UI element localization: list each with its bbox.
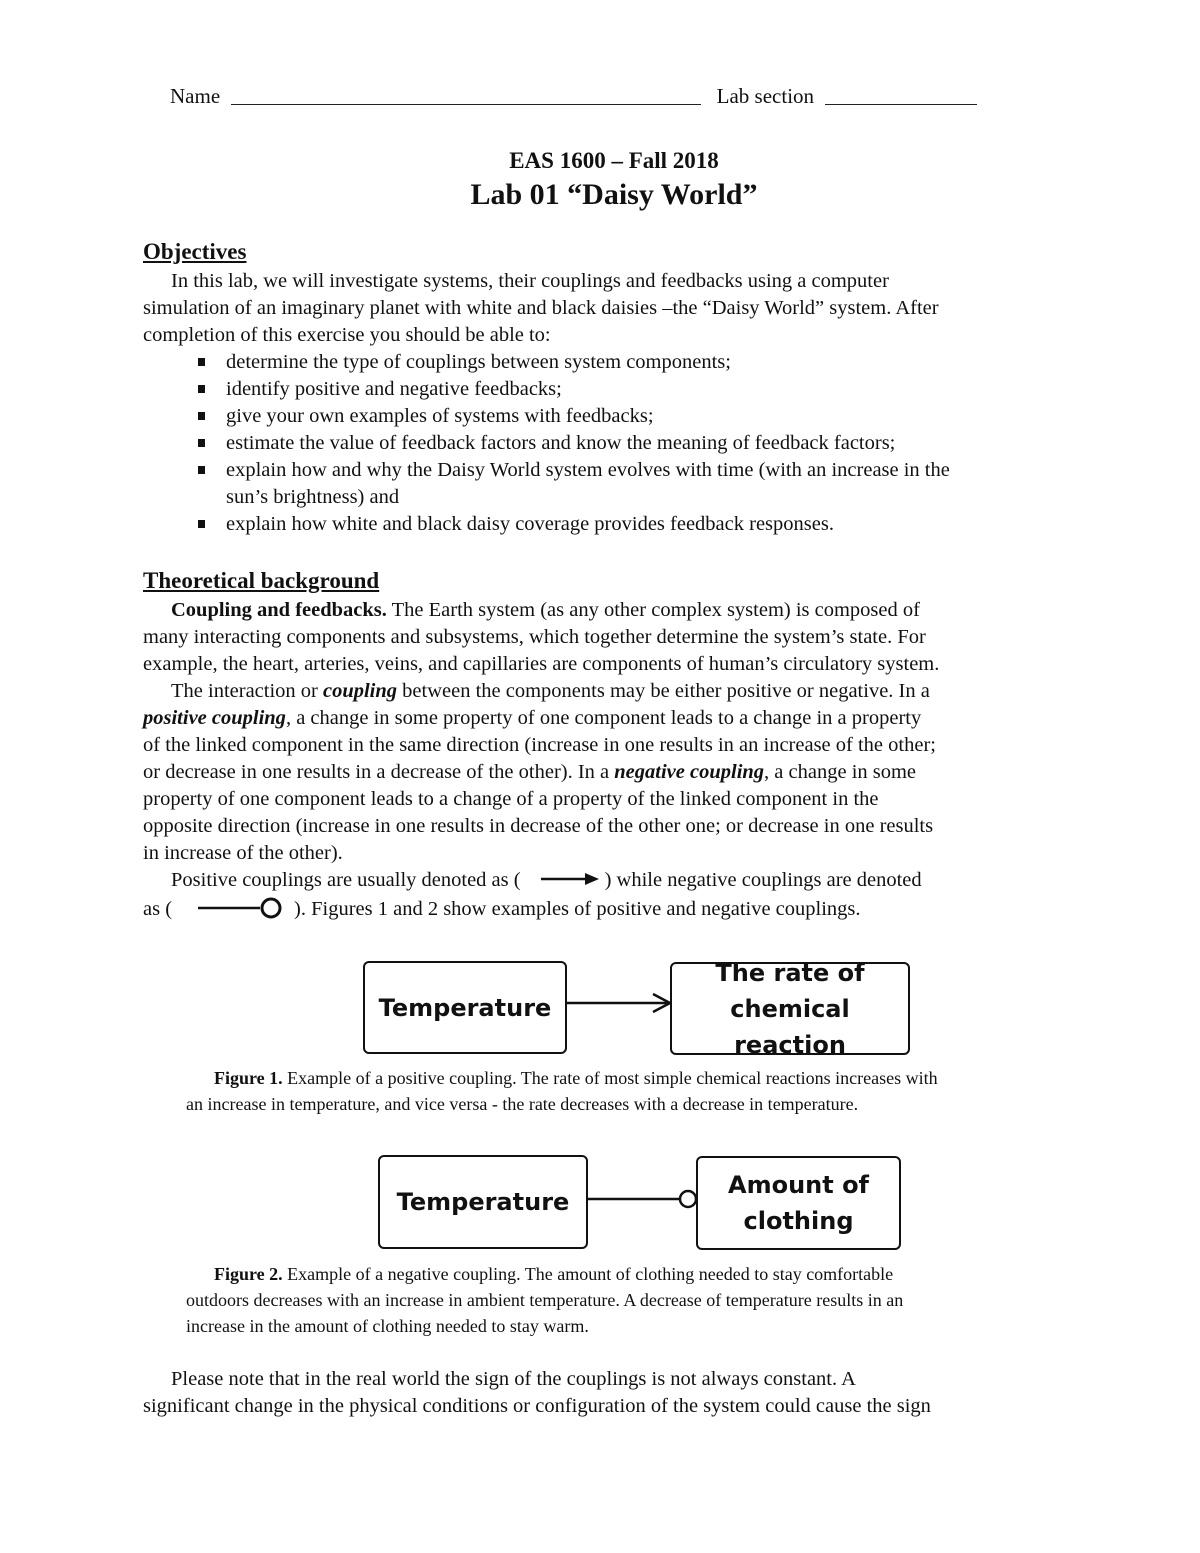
theory-p1-line: Coupling and feedbacks. The Earth system (as any other complex system) is composed of xyxy=(171,599,920,621)
lab-title: Lab 01 “Daisy World” xyxy=(470,178,758,211)
figure2-negative-coupling-icon xyxy=(588,1187,700,1211)
theory-p2-line: opposite direction (increase in one results in decrease of the other one; or decrease in one results xyxy=(143,815,934,837)
theory-p2-line: in increase of the other). xyxy=(143,842,343,864)
theory-p2-line: property of one component leads to a change of a property of the linked component in the xyxy=(143,788,879,810)
figure2-caption-line: Figure 2. Example of a negative coupling. The amount of clothing needed to stay comfortable xyxy=(214,1264,894,1284)
closing-line: significant change in the physical conditions or configuration of the system could cause the sign xyxy=(143,1395,931,1417)
theory-p3-line: Positive couplings are usually denoted as ( ) while negative couplings are denoted xyxy=(171,869,922,891)
figure2-caption-line: outdoors decreases with an increase in ambient temperature. A decrease of temperature results in an xyxy=(186,1290,904,1310)
theory-p2-line: of the linked component in the same direction (increase in one results in an increase of the other; xyxy=(143,734,936,756)
objectives-intro-line: completion of this exercise you should be able to: xyxy=(143,324,551,346)
closing-line: Please note that in the real world the sign of the couplings is not always constant. A xyxy=(171,1368,856,1390)
theory-p2-line: or decrease in one results in a decrease of the other). In a negative coupling, a change in some xyxy=(143,761,917,783)
theory-p1-line: many interacting components and subsystems, which together determine the system’s state. For xyxy=(143,626,926,648)
bullet-square-icon xyxy=(198,412,205,420)
figure2-label: Figure 2. xyxy=(214,1264,283,1284)
coupling-feedbacks-lead: Coupling and feedbacks. xyxy=(171,599,387,621)
figure1-caption-line: an increase in temperature, and vice versa - the rate decreases with a decrease in temperature. xyxy=(186,1094,859,1114)
objectives-intro-line: In this lab, we will investigate systems, their couplings and feedbacks using a computer xyxy=(171,270,889,292)
theory-p1-line: example, the heart, arteries, veins, and capillaries are components of human’s circulatory system. xyxy=(143,653,940,675)
lab-section-field[interactable] xyxy=(825,84,977,105)
theory-p2-line: positive coupling, a change in some property of one component leads to a change in a property xyxy=(143,707,922,729)
figure1-reaction-rate-box: The rate of chemical reaction xyxy=(670,962,910,1055)
objectives-heading: Objectives xyxy=(143,239,247,264)
figure1-label: Figure 1. xyxy=(214,1068,283,1088)
figure1-caption-line: Figure 1. Example of a positive coupling. The rate of most simple chemical reactions increases with xyxy=(214,1068,938,1088)
figure2-clothing-box: Amount of clothing xyxy=(696,1156,901,1250)
figure1-positive-arrow-icon xyxy=(567,993,677,1013)
negative-coupling-circle-icon xyxy=(172,897,294,919)
figure2-temperature-box: Temperature xyxy=(378,1155,588,1249)
name-label: Name xyxy=(170,84,221,108)
objectives-intro-line: simulation of an imaginary planet with white and black daisies –the “Daisy World” system. After xyxy=(143,297,939,319)
bullet-square-icon xyxy=(198,466,205,474)
name-field[interactable] xyxy=(231,84,701,105)
positive-coupling-term: positive coupling xyxy=(143,707,286,729)
figure1-temperature-box: Temperature xyxy=(363,961,567,1054)
name-lab-section-row xyxy=(170,84,977,109)
bullet-square-icon xyxy=(198,520,205,528)
lab-section-label: Lab section xyxy=(716,84,815,108)
positive-coupling-arrow-icon xyxy=(521,869,605,889)
figure2-caption-line: increase in the amount of clothing needed to stay warm. xyxy=(186,1316,589,1336)
theory-p3-line: as ( ). Figures 1 and 2 show examples of positive and negative couplings. xyxy=(143,898,861,920)
theory-p2-line: The interaction or coupling between the components may be either positive or negative. In a xyxy=(171,680,930,702)
bullet-square-icon xyxy=(198,358,205,366)
theory-heading: Theoretical background xyxy=(143,568,380,593)
course-title: EAS 1600 – Fall 2018 xyxy=(509,148,719,173)
bullet-square-icon xyxy=(198,385,205,393)
negative-coupling-term: negative coupling xyxy=(614,761,765,783)
bullet-square-icon xyxy=(198,439,205,447)
coupling-term: coupling xyxy=(322,680,398,702)
